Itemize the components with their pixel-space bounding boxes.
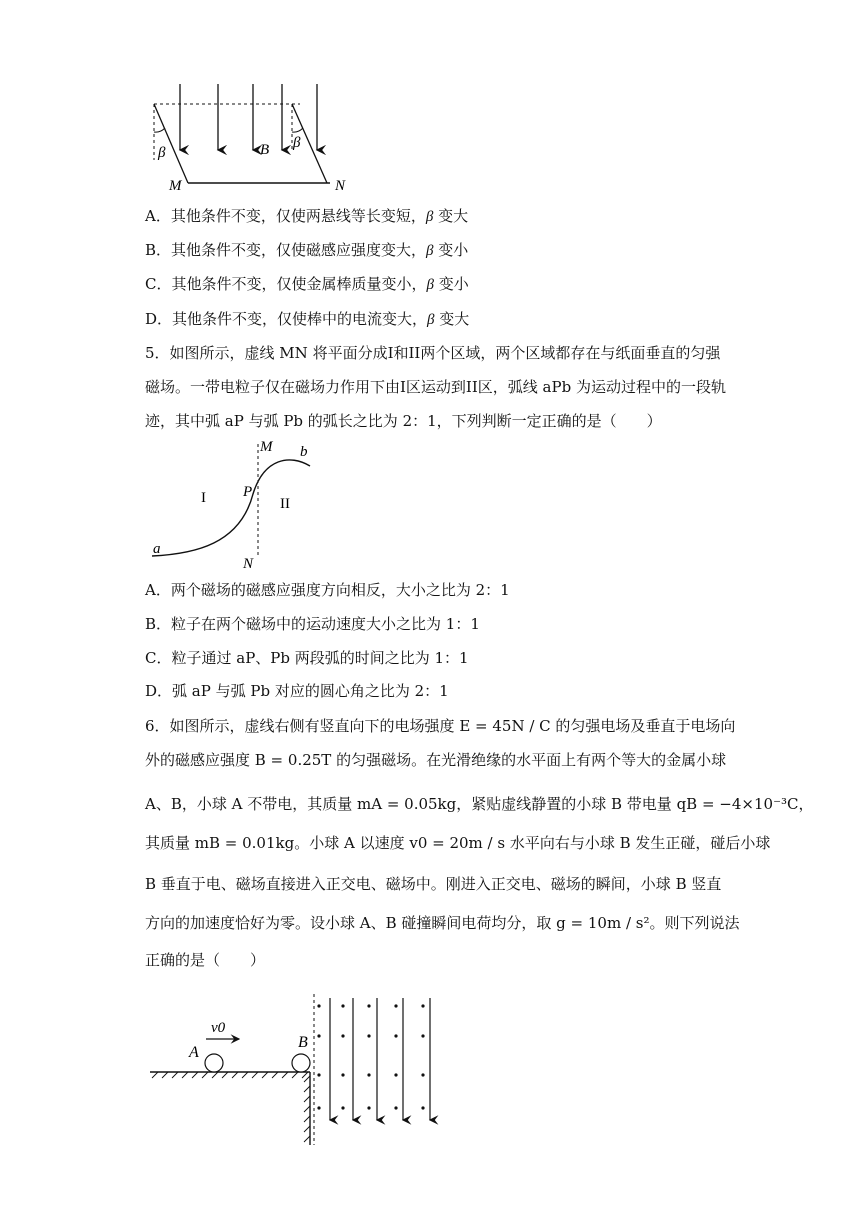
q5-stem-line-1: 5．如图所示，虚线 MN 将平面分成I和II两个区域，两个区域都存在与纸面垂直的匀强 — [145, 344, 721, 362]
label-M: M — [260, 439, 273, 455]
q6-stem-line-3: A、B，小球 A 不带电，其质量 mA = 0.05kg，紧贴虚线静置的小球 B 带电量 qB = −4×10⁻³C， — [145, 795, 814, 813]
label-A: A — [189, 1044, 199, 1061]
q6-stem-line-1: 6．如图所示，虚线右侧有竖直向下的电场强度 E = 45N / C 的匀强电场及垂直于电场向 — [145, 717, 736, 735]
label-b: b — [300, 444, 308, 460]
figure-particle-trajectory — [140, 432, 340, 572]
q5-option-b: B．粒子在两个磁场中的运动速度大小之比为 1：1 — [145, 615, 480, 633]
beta-right-label: β — [293, 135, 301, 151]
label-v0: v0 — [211, 1020, 226, 1036]
suspension-line-left — [154, 104, 188, 183]
magnetic-field-dots — [317, 1004, 424, 1109]
electric-field-arrows — [330, 998, 430, 1120]
q6-stem-line-4: 其质量 mB = 0.01kg。小球 A 以速度 v0 = 20m / s 水平向右与小球 B 发生正碰，碰后小球 — [145, 834, 771, 852]
q6-stem-line-5: B 垂直于电、磁场直接进入正交电、磁场中。刚进入正交电、磁场的瞬间，小球 B 竖直 — [145, 875, 722, 893]
q4-option-d: D．其他条件不变，仅使棒中的电流变大，β 变大 — [145, 310, 470, 328]
q5-stem-line-3: 迹，其中弧 aP 与弧 Pb 的弧长之比为 2：1，下列判断一定正确的是（ ） — [145, 412, 662, 430]
label-N: N — [335, 178, 346, 194]
ball-A — [205, 1054, 223, 1072]
q6-stem-line-7: 正确的是（ ） — [145, 951, 266, 969]
figure-suspended-rod — [140, 80, 370, 195]
field-B-label: B — [260, 142, 270, 158]
q6-stem-line-6: 方向的加速度恰好为零。设小球 A、B 碰撞瞬间电荷均分，取 g = 10m / s²。则下列说法 — [145, 914, 740, 932]
q5-stem-line-2: 磁场。一带电粒子仅在磁场力作用下由I区运动到II区，弧线 aPb 为运动过程中的一段轨 — [145, 378, 726, 396]
label-B: B — [298, 1034, 308, 1051]
q5-option-c: C．粒子通过 aP、Pb 两段弧的时间之比为 1：1 — [145, 649, 469, 667]
q4-option-b: B．其他条件不变，仅使磁感应强度变大，β 变小 — [145, 241, 469, 259]
label-region-II: II — [280, 496, 290, 512]
ball-B — [292, 1054, 310, 1072]
q6-stem-line-2: 外的磁感应强度 B = 0.25T 的匀强磁场。在光滑绝缘的水平面上有两个等大的金属小球 — [145, 751, 727, 769]
q4-option-a: A．其他条件不变，仅使两悬线等长变短，β 变大 — [145, 207, 469, 225]
q5-option-a: A．两个磁场的磁感应强度方向相反，大小之比为 2：1 — [145, 581, 510, 599]
label-M: M — [169, 178, 182, 194]
beta-left-label: β — [158, 145, 166, 161]
label-P: P — [243, 484, 253, 500]
q5-option-d: D．弧 aP 与弧 Pb 对应的圆心角之比为 2：1 — [145, 682, 449, 700]
q4-option-c: C．其他条件不变，仅使金属棒质量变小，β 变小 — [145, 275, 469, 293]
figure-collision-fields — [140, 990, 450, 1150]
label-N: N — [243, 556, 254, 572]
label-a: a — [153, 541, 161, 557]
label-region-I: I — [201, 490, 206, 506]
